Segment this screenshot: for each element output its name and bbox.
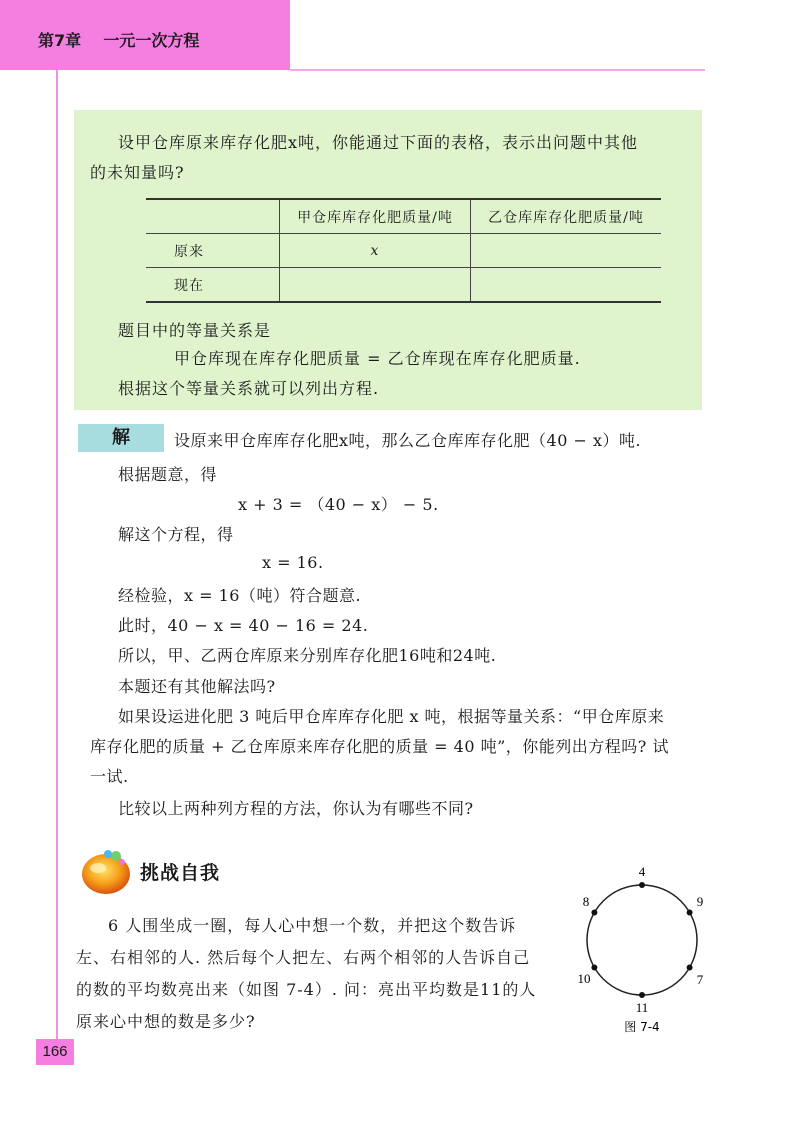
table-row xyxy=(146,268,661,303)
solution-line: 解这个方程，得 xyxy=(118,525,234,544)
solution-line: 此时，40 − x = 40 − 16 = 24. xyxy=(118,616,369,635)
table-cell: x xyxy=(280,234,471,268)
table-cell xyxy=(280,268,471,303)
seat-circle xyxy=(587,885,697,995)
challenge-icon xyxy=(78,842,140,900)
solution-line: 比较以上两种列方程的方法，你认为有哪些不同? xyxy=(118,799,474,818)
seat-label: 4 xyxy=(638,864,646,879)
page-number: 166 xyxy=(36,1039,74,1065)
table-row-label: 原来 xyxy=(146,234,280,268)
seat-label: 8 xyxy=(582,894,590,909)
equation-line: x + 3 = （40 − x） − 5. xyxy=(238,495,439,514)
seat-dot xyxy=(639,882,645,888)
table-cell xyxy=(471,234,662,268)
quantity-table xyxy=(146,198,661,303)
seat-label: 7 xyxy=(696,972,704,987)
solution-line: 所以，甲、乙两仓库原来分别库存化肥16吨和24吨. xyxy=(118,646,497,665)
solution-line: 根据题意，得 xyxy=(118,465,218,484)
solution-line: 库存化肥的质量 + 乙仓库原来库存化肥的质量 = 40 吨”，你能列出方程吗? 试 xyxy=(90,737,669,756)
solution-line: 如果设运进化肥 3 吨后甲仓库库存化肥 x 吨，根据等量关系：“甲仓库原来 xyxy=(118,707,665,726)
seat-label: 9 xyxy=(696,894,704,909)
relation-intro: 题目中的等量关系是 xyxy=(118,321,272,340)
solution-line: 设原来甲仓库库存化肥x吨，那么乙仓库库存化肥（40 − x）吨. xyxy=(174,431,642,450)
solution-line: 本题还有其他解法吗? xyxy=(118,677,276,696)
left-margin-rule xyxy=(56,70,58,1045)
seat-label: 10 xyxy=(577,971,591,986)
seat-dot xyxy=(591,910,597,916)
challenge-problem-text: 6 人围坐成一圈，每人心中想一个数，并把这个数告诉左、右相邻的人. 然后每个人把左、右两个相邻的人告诉自己的数的平均数亮出来（如图 7-4）. 问：亮出平均数是11的人原来心中想的数是多少? xyxy=(76,916,537,1031)
figure-caption: 图 7-4 xyxy=(624,1020,660,1034)
seat-dot xyxy=(591,965,597,971)
think-intro-line1: 设甲仓库原来库存化肥x吨，你能通过下面的表格，表示出问题中其他 xyxy=(118,133,639,152)
solution-label: 解 xyxy=(78,424,164,452)
table-row-label: 现在 xyxy=(146,268,280,303)
table-corner-cell xyxy=(146,199,280,234)
table-header-warehouse-b: 乙仓库库存化肥质量/吨 xyxy=(471,199,662,234)
table-header-warehouse-a: 甲仓库库存化肥质量/吨 xyxy=(280,199,471,234)
solution-line: 经检验，x = 16（吨）符合题意. xyxy=(118,586,362,605)
chapter-title: 第7章 一元一次方程 xyxy=(38,31,200,50)
relation-conclusion: 根据这个等量关系就可以列出方程. xyxy=(118,379,380,398)
seat-dot xyxy=(687,910,693,916)
table-header-row xyxy=(146,199,661,234)
header-rule xyxy=(290,69,705,71)
think-intro-line2: 的未知量吗? xyxy=(90,163,185,182)
table-cell xyxy=(471,268,662,303)
seat-dot xyxy=(687,965,693,971)
figure-7-4 xyxy=(574,860,724,1035)
seat-label: 11 xyxy=(635,1000,649,1015)
table-row xyxy=(146,234,661,268)
equation-line: x = 16. xyxy=(262,553,324,572)
solution-line: 一试. xyxy=(90,767,129,786)
seat-dot xyxy=(639,992,645,998)
challenge-title: 挑战自我 xyxy=(140,862,221,884)
equal-relation: 甲仓库现在库存化肥质量 = 乙仓库现在库存化肥质量. xyxy=(174,349,581,368)
